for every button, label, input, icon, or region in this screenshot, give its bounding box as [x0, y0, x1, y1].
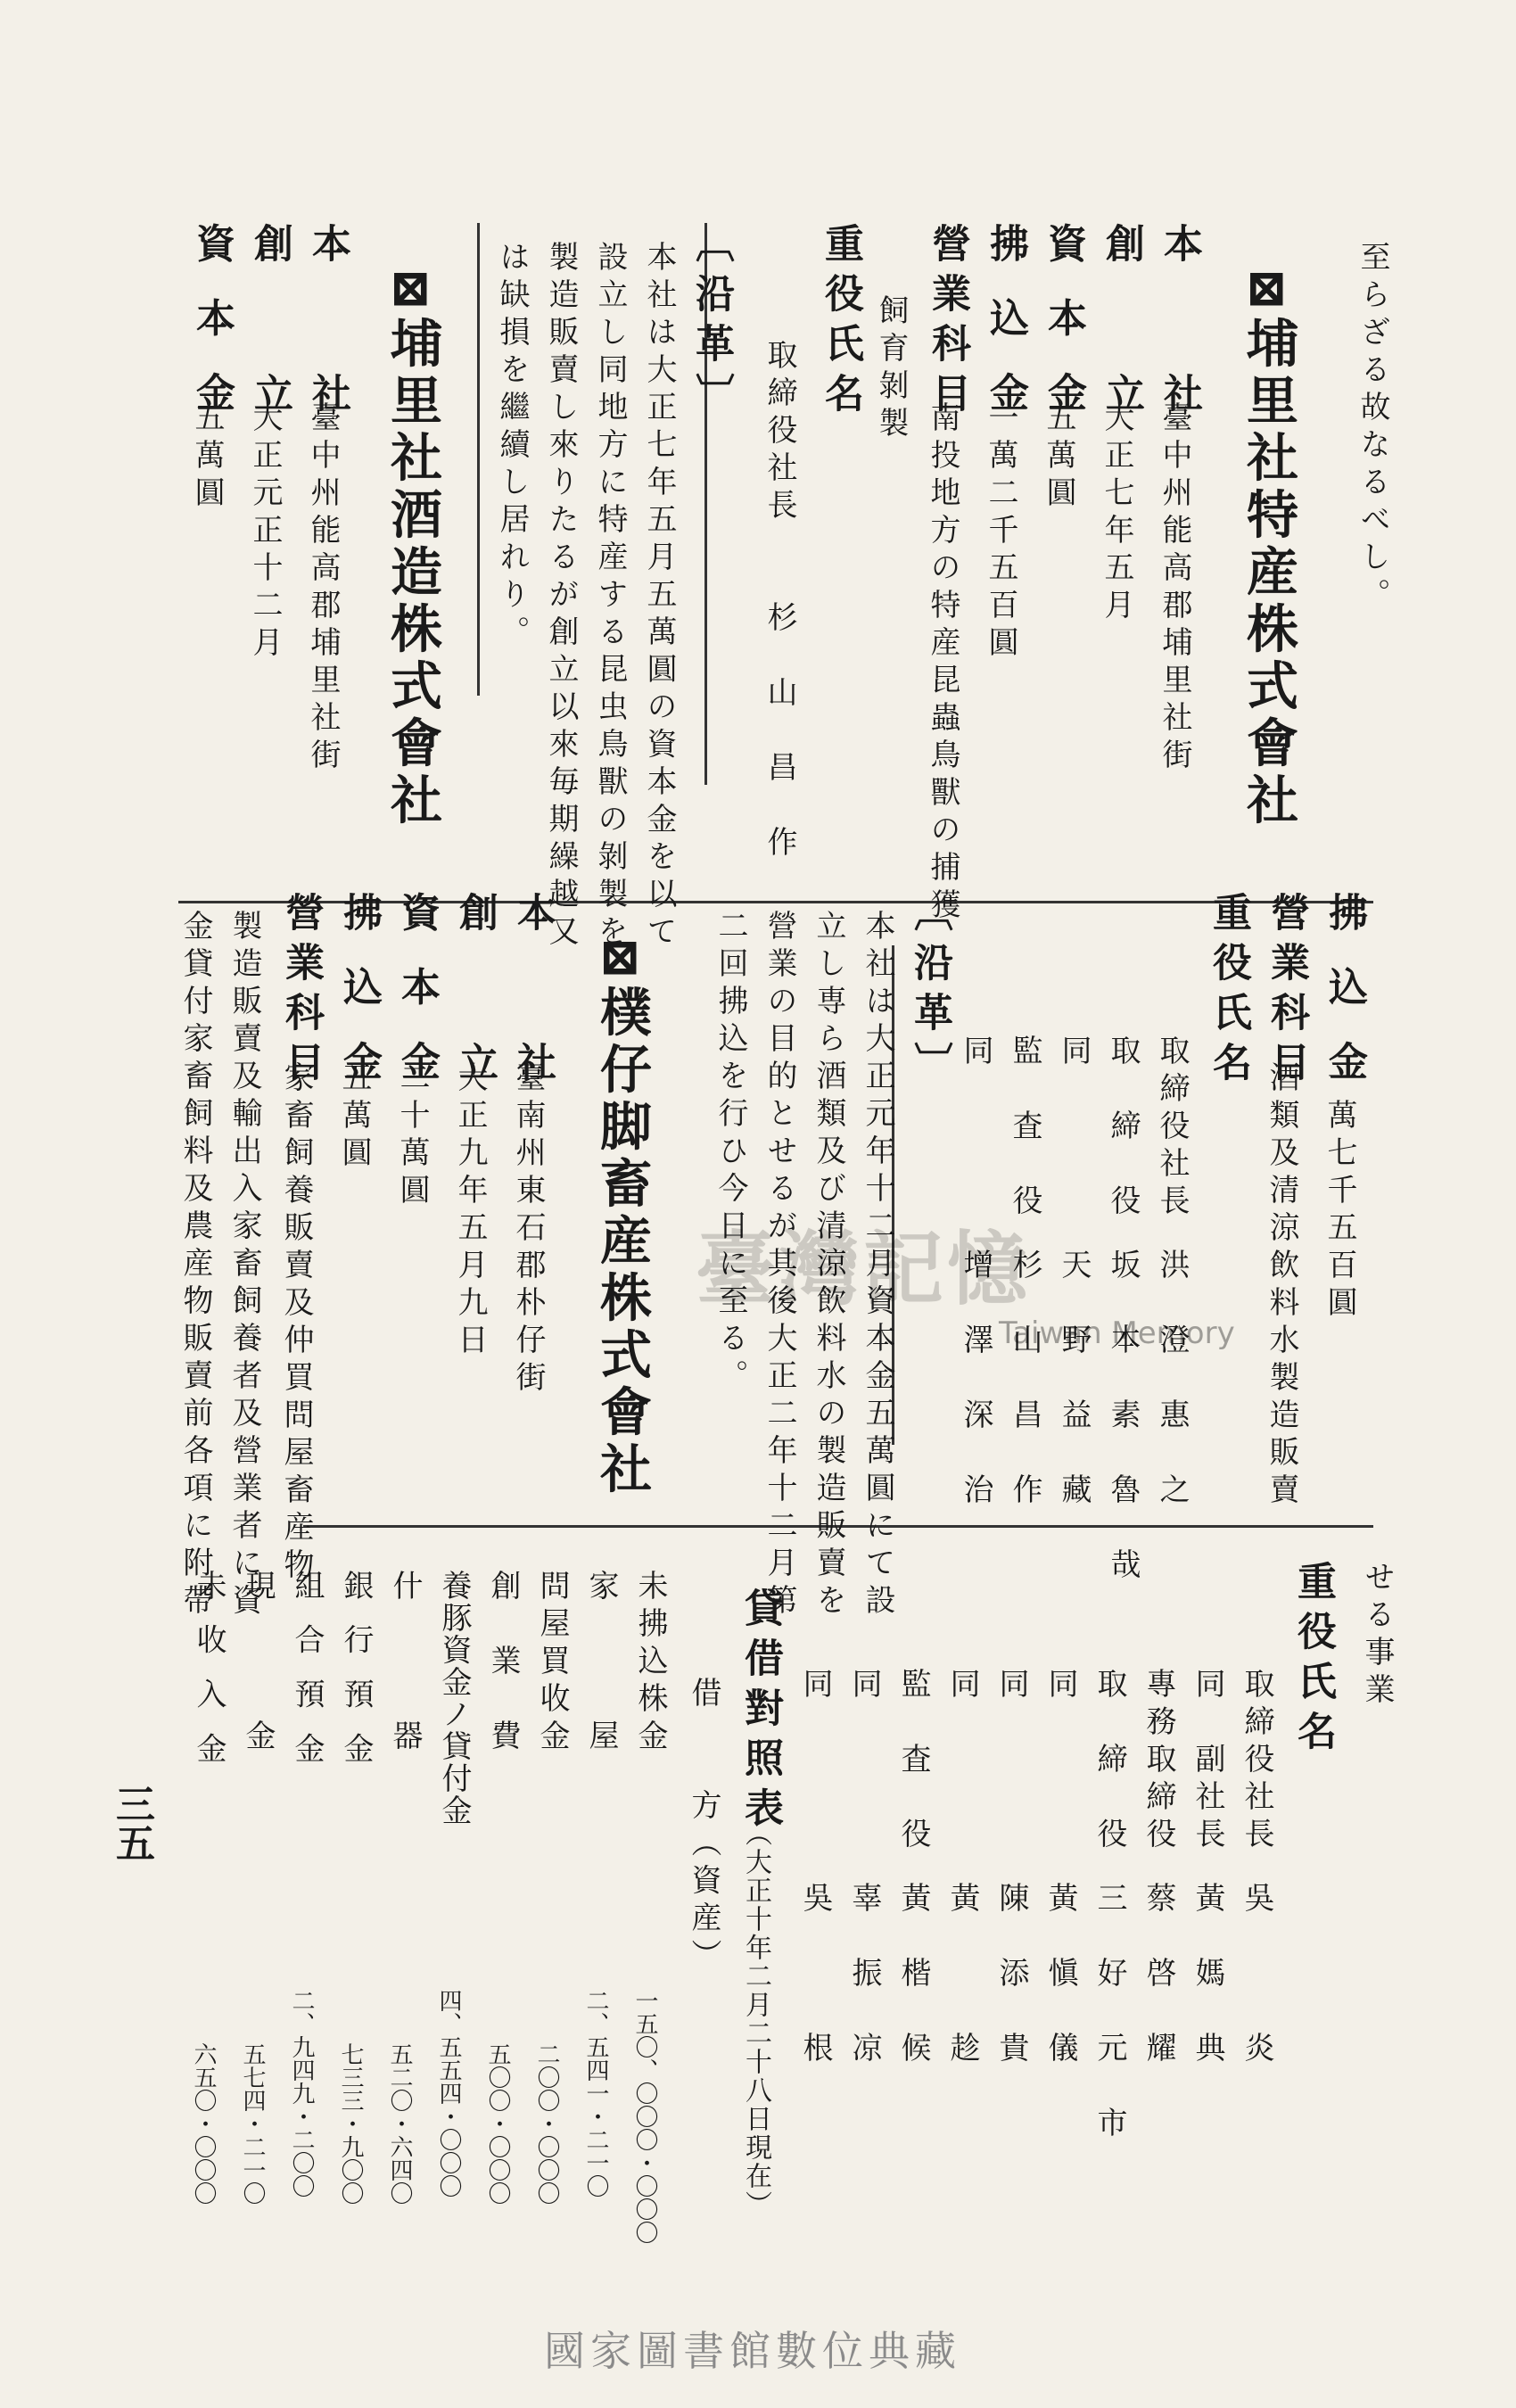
c3-officer9-role: 同	[846, 1668, 882, 1705]
c1-cap-label: 資 本 金	[1041, 223, 1086, 422]
balance-row9-item: 現 金	[240, 1570, 276, 1757]
c2-officer2-name: 坂 本 素 魯 哉	[1105, 1249, 1141, 1586]
balance-row5-value: 四、五五四・〇〇〇	[435, 1989, 462, 2198]
c3-est: 大正九年五月九日	[452, 1061, 488, 1361]
c2-officer4-name: 杉 山 昌 作	[1007, 1249, 1042, 1511]
footer-caption: 國家圖書館數位典藏	[544, 2327, 961, 2375]
c3-officer2-name: 黃 媽 典	[1190, 1882, 1225, 2069]
c2-history-line2: 立し専ら酒類及び清涼飲料水の製造販賣を	[811, 910, 846, 1621]
c2-cap-label: 資 本 金	[189, 223, 235, 422]
c2-history-line4: 二回拂込を行ひ今日に至る。	[713, 910, 748, 1397]
c3-officer10-role: 同	[797, 1668, 833, 1705]
c2-officer2-role: 取 締 役	[1105, 1035, 1141, 1222]
c2-officer5-role: 同	[958, 1035, 993, 1072]
watermark-english: Taiwan Memory	[999, 1315, 1235, 1351]
balance-title: 貸借對照表	[737, 1587, 783, 1837]
c2-officer1-name: 洪 澄 惠 之	[1154, 1249, 1190, 1511]
balance-row9-value: 五七四・二一〇	[239, 2042, 266, 2205]
c3-officer4-name: 三 好 元 市	[1092, 1882, 1127, 2144]
c1-officer: 取締役社長 杉 山 昌 作	[762, 339, 797, 863]
balance-row5-item: 養豚資金ノ貸付金	[436, 1570, 472, 1827]
balance-row8-item: 組 合 預 金	[289, 1570, 325, 1770]
c3-officer1-role: 取締役社長	[1239, 1668, 1274, 1855]
company2-title: ⊠埔里社酒造株式會社	[382, 268, 442, 830]
balance-row6-value: 五二〇・六四〇	[386, 2042, 413, 2205]
c2-officer1-role: 取締役社長	[1154, 1035, 1190, 1222]
c1-est-label: 創 立	[1099, 223, 1144, 423]
c3-officer1-name: 吳 炎	[1239, 1882, 1274, 2069]
c3-officer8-role: 監 査 役	[895, 1668, 931, 1855]
c2-cap: 五萬圓	[189, 401, 225, 514]
c3-paid-label: 拂 込 金	[336, 892, 382, 1091]
c3-biz-tail: せる事業	[1359, 1561, 1395, 1711]
c3-biz-line2: 製造販賣及輸出入家畜飼養者及營業者に資	[227, 910, 262, 1621]
c3-hq-label: 本 社	[510, 892, 556, 1092]
c3-officer3-role: 專務取締役	[1141, 1668, 1176, 1855]
c1-officers-label: 重役氏名	[818, 223, 863, 423]
divider-upper-left	[477, 223, 480, 696]
page-number: 三五	[109, 1784, 154, 1862]
c3-officer6-role: 同	[993, 1668, 1029, 1705]
balance-row6-item: 什 器	[387, 1570, 423, 1757]
c2-paid: 一萬七千五百圓	[1322, 1061, 1357, 1324]
c2-est: 大正元正十二月	[247, 401, 283, 664]
c3-biz-label: 營業科目	[278, 892, 324, 1092]
c1-biz: 南投地方の特産昆蟲鳥獸の捕獲	[925, 401, 960, 926]
c2-biz-label: 營業科目	[1264, 892, 1309, 1092]
c3-officer5-role: 同	[1042, 1668, 1078, 1705]
c1-history-line2: 設立し同地方に特産する昆虫鳥獸の剝製を	[592, 241, 628, 952]
c3-officer8-name: 黃 楷 候	[895, 1882, 931, 2069]
c2-officer5-name: 增 澤 深 治	[958, 1249, 993, 1511]
c2-hq-label: 本 社	[305, 223, 350, 423]
c1-biz-label: 營業科目	[925, 223, 970, 423]
c1-est: 大正七年五月	[1099, 401, 1134, 626]
balance-row10-item: 未 收 入 金	[191, 1570, 227, 1770]
balance-row4-item: 創 業 費	[485, 1570, 521, 1757]
balance-row2-item: 家 屋	[583, 1570, 619, 1757]
c1-hq-label: 本 社	[1157, 223, 1202, 423]
balance-row8-value: 二、九四九・二〇〇	[288, 1989, 315, 2198]
balance-row4-value: 五〇〇・〇〇〇	[484, 2042, 511, 2205]
c3-cap-label: 資 本 金	[394, 892, 440, 1091]
c3-biz: 家畜飼養販賣及仲買問屋畜産物	[278, 1061, 314, 1586]
c1-cap: 五萬圓	[1041, 401, 1076, 514]
c1-paid: 一萬二千五百圓	[983, 401, 1018, 664]
c1-history-line3: 製造販賣し來りたるが創立以來毎期繰越又	[543, 241, 579, 952]
c3-officer3-name: 蔡 啓 耀	[1141, 1882, 1176, 2069]
company1-title: ⊠埔里社特産株式會社	[1238, 268, 1298, 830]
c3-hq: 臺南州東石郡朴仔街	[510, 1061, 546, 1398]
c1-history-label: 〔沿革〕	[688, 223, 734, 423]
balance-row1-item: 未拂込株金	[632, 1570, 668, 1757]
c1-history-line4: は缺損を繼續し居れり。	[494, 241, 530, 653]
c3-est-label: 創 立	[452, 892, 498, 1092]
balance-row7-item: 銀 行 預 金	[338, 1570, 374, 1770]
c3-officer2-role: 同 副社長	[1190, 1668, 1225, 1855]
c1-history-line1: 本社は大正七年五月五萬圓の資本金を以て	[641, 241, 677, 952]
watermark-text: 臺灣記憶	[696, 1222, 1031, 1316]
balance-row3-item: 問屋買收金	[534, 1570, 570, 1757]
c2-hq: 臺中州能高郡埔里社街	[305, 401, 341, 776]
c3-officer9-name: 辜 振 凉	[846, 1882, 882, 2069]
c3-officer10-name: 吳 根	[797, 1882, 833, 2069]
c2-est-label: 創 立	[247, 223, 292, 423]
c1-biz2: 飼育剝製	[873, 294, 909, 444]
c2-officer4-role: 監 査 役	[1007, 1035, 1042, 1222]
c3-cap: 二十萬圓	[394, 1061, 430, 1211]
c2-history-line1: 本社は大正元年十二月資本金五萬圓にて設	[860, 910, 895, 1621]
c2-biz: 酒類及清涼飲料水製造販賣	[1264, 1061, 1299, 1511]
c2-officer3-role: 同	[1056, 1035, 1092, 1072]
company3-title: ⊠樸仔脚畜産株式會社	[591, 936, 652, 1499]
c1-paid-label: 拂 込 金	[983, 223, 1028, 422]
c3-officer4-role: 取 締 役	[1092, 1668, 1127, 1855]
c3-officer5-name: 黃 愼 儀	[1042, 1882, 1078, 2069]
c2-history-line3: 營業の目的とせるが其後大正二年十二月第	[762, 910, 797, 1621]
c1-hq: 臺中州能高郡埔里社街	[1157, 401, 1192, 776]
c3-officer7-name: 黃 趁	[944, 1882, 980, 2069]
balance-row1-value: 一五〇、〇〇〇・〇〇〇	[631, 1989, 658, 2244]
c2-officer3-name: 天 野 益 藏	[1056, 1249, 1092, 1511]
balance-side: 借 方（資産）	[686, 1677, 721, 1976]
top-note: 至らざる故なるべし。	[1355, 241, 1390, 615]
balance-date: （大正十年二月二十八日現在）	[740, 1819, 771, 2219]
balance-row10-value: 六五〇・〇〇〇	[190, 2042, 217, 2205]
c3-officers-label: 重役氏名	[1290, 1561, 1336, 1761]
c2-history-label: 〔沿革〕	[907, 892, 952, 1092]
c3-biz-line3: 金貸付家畜飼料及農産物販賣前各項に附帶	[177, 910, 213, 1621]
balance-row3-value: 二〇〇・〇〇〇	[533, 2042, 560, 2205]
c2-paid-label: 拂 込 金	[1322, 892, 1367, 1091]
c2-officers-label: 重役氏名	[1206, 892, 1251, 1092]
balance-row7-value: 七三三・九〇〇	[337, 2042, 364, 2205]
c3-officer6-name: 陳 添 貴	[993, 1882, 1029, 2069]
balance-row2-value: 二、五四一・二一〇	[582, 1989, 609, 2198]
watermark-logo	[696, 1204, 1031, 1320]
c3-officer7-role: 同	[944, 1668, 980, 1705]
c3-paid: 五萬圓	[336, 1061, 372, 1174]
